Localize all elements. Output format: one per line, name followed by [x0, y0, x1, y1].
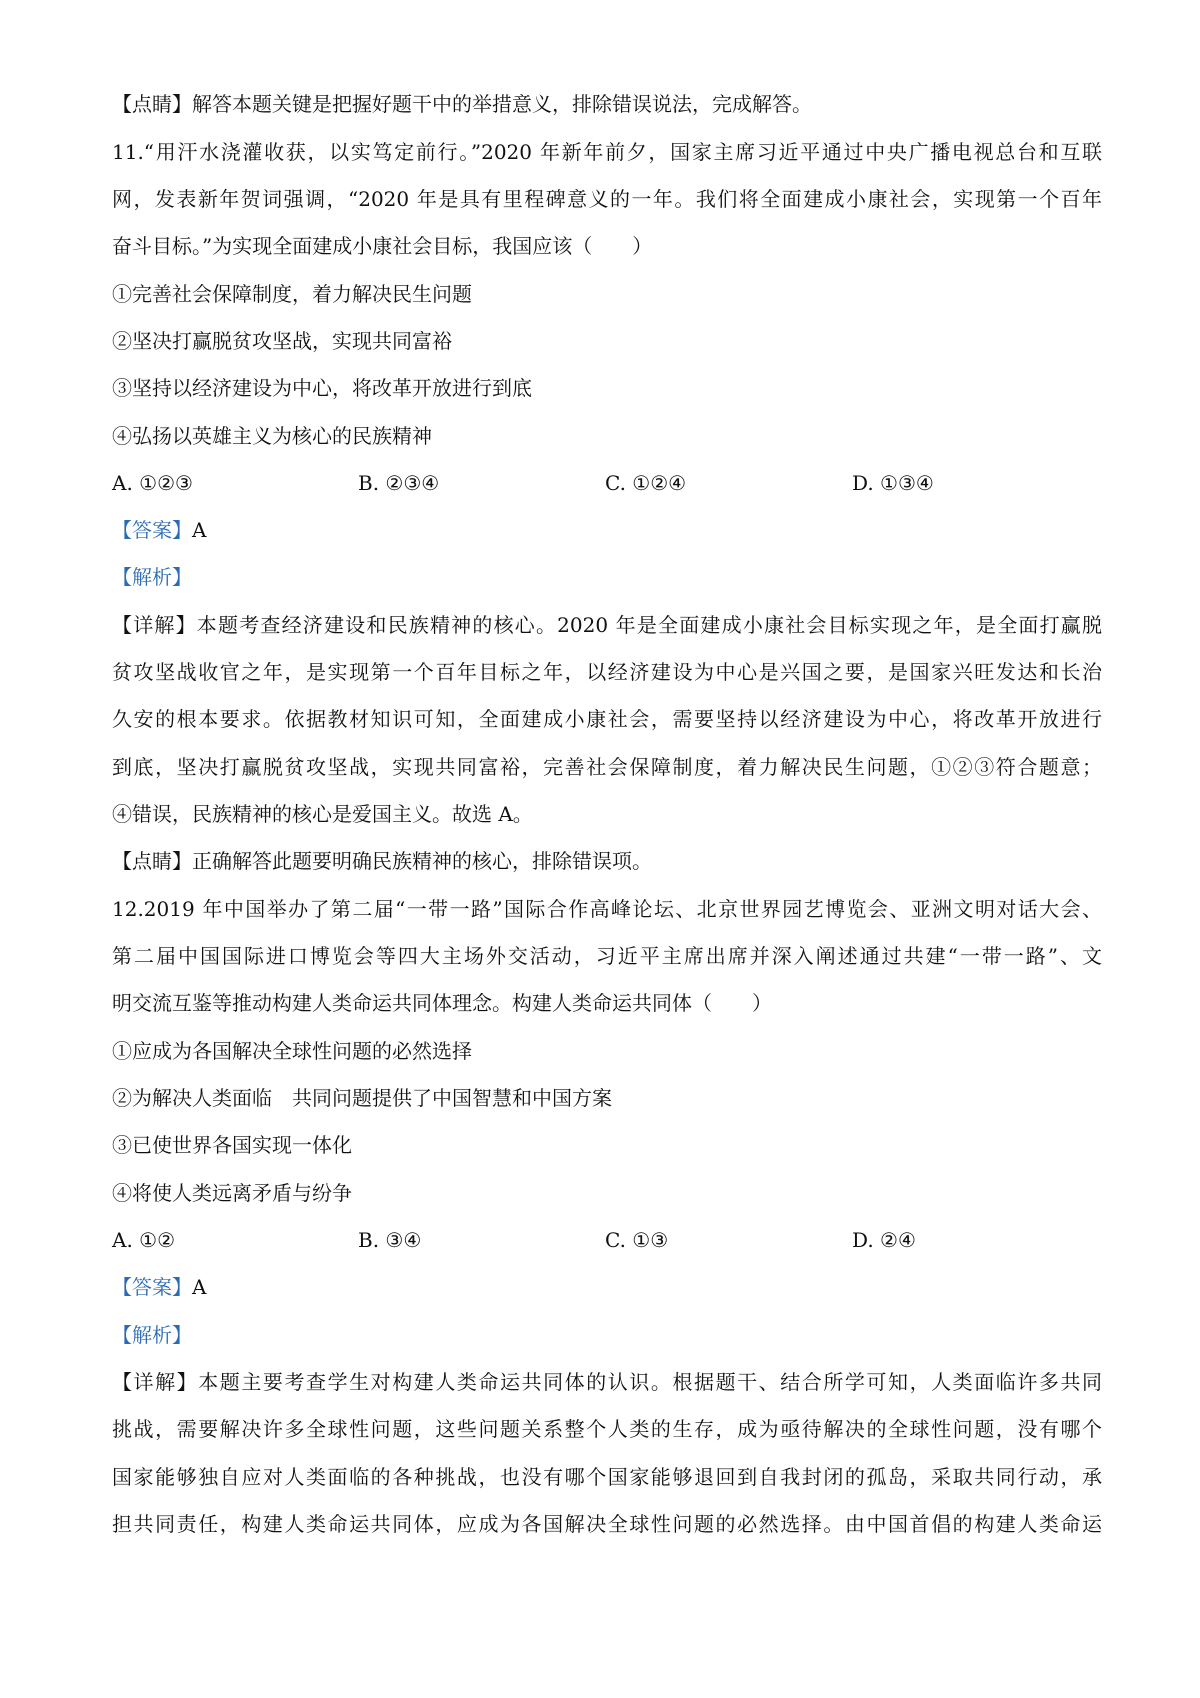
q11-option-a: A. ①②③	[112, 471, 193, 495]
q11-detail-line: 久安的根本要求。依据教材知识可知，全面建成小康社会，需要坚持以经济建设为中心，将改革开放进行	[112, 707, 1102, 731]
q11-stem-line: 奋斗目标。”为实现全面建成小康社会目标，我国应该（ ）	[112, 234, 653, 258]
q11-analysis	[112, 563, 1102, 591]
q11-option-d: D. ①③④	[852, 471, 934, 495]
q12-detail-line: 挑战，需要解决许多全球性问题，这些问题关系整个人类的生存，成为亟待解决的全球性问题，没有哪个	[112, 1417, 1102, 1441]
q12-item: ③已使世界各国实现一体化	[112, 1133, 352, 1157]
q12-item: ②为解决人类面临 共同问题提供了中国智慧和中国方案	[112, 1086, 612, 1110]
q12-option-c: C. ①③	[605, 1228, 669, 1252]
dianjing-text: 解答本题关键是把握好题干中的举措意义，排除错误说法，完成解答。	[192, 92, 812, 116]
analysis-tag: 【解析】	[112, 1323, 192, 1347]
q11-stem-line: 网，发表新年贺词强调，“2020 年是具有里程碑意义的一年。我们将全面建成小康社会，实现第一个百年	[112, 187, 1102, 211]
detail-text: 本题考查经济建设和民族精神的核心。2020 年是全面建成小康社会目标实现之年，是全面打赢脱	[196, 613, 1102, 637]
q12-detail-line: 国家能够独自应对人类面临的各种挑战，也没有哪个国家能够退回到自我封闭的孤岛，采取共同行动，承	[112, 1465, 1102, 1489]
dianjing-text: 正确解答此题要明确民族精神的核心，排除错误项。	[192, 849, 652, 873]
q12-detail-line	[112, 1368, 1102, 1396]
q12-option-d: D. ②④	[852, 1228, 916, 1252]
q11-item: ①完善社会保障制度，着力解决民生问题	[112, 282, 472, 306]
q12-item: ①应成为各国解决全球性问题的必然选择	[112, 1039, 472, 1063]
q12-options	[112, 1226, 1102, 1254]
dianjing-tag: 【点睛】	[112, 849, 192, 873]
q11-item: ②坚决打赢脱贫攻坚战，实现共同富裕	[112, 329, 452, 353]
q11-answer	[112, 516, 1102, 544]
q11-detail-line: 贫攻坚战收官之年，是实现第一个百年目标之年，以经济建设为中心是兴国之要，是国家兴旺发达和长治	[112, 660, 1102, 684]
answer-value: A	[192, 1275, 207, 1299]
q11-option-c: C. ①②④	[605, 471, 687, 495]
q12-stem-line: 第二届中国国际进口博览会等四大主场外交活动，习近平主席出席并深入阐述通过共建“一带一路”、文	[112, 944, 1102, 968]
detail-text: 本题主要考查学生对构建人类命运共同体的认识。根据题干、结合所学可知，人类面临许多共同	[198, 1370, 1103, 1394]
q12-stem-line: 12.2019 年中国举办了第二届“一带一路”国际合作高峰论坛、北京世界园艺博览会、亚洲文明对话大会、	[112, 897, 1102, 921]
q11-detail-line: ④错误，民族精神的核心是爱国主义。故选 A。	[112, 802, 533, 826]
q11-options	[112, 469, 1102, 497]
q12-option-b: B. ③④	[358, 1228, 422, 1252]
q11-item: ③坚持以经济建设为中心，将改革开放进行到底	[112, 376, 532, 400]
dianjing-tag: 【点睛】	[112, 92, 192, 116]
q11-stem-line: 11.“用汗水浇灌收获，以实笃定前行。”2020 年新年前夕，国家主席习近平通过中央广播电视总台和互联	[112, 140, 1102, 164]
answer-value: A	[192, 518, 207, 542]
answer-tag: 【答案】	[112, 518, 192, 542]
q11-detail-line: 到底，坚决打赢脱贫攻坚战，实现共同富裕，完善社会保障制度，着力解决民生问题，①②③符合题意；	[112, 755, 1102, 779]
q11-item: ④弘扬以英雄主义为核心的民族精神	[112, 424, 432, 448]
q11-detail-line	[112, 611, 1102, 639]
q12-answer	[112, 1273, 1102, 1301]
q12-detail-line: 担共同责任，构建人类命运共同体，应成为各国解决全球性问题的必然选择。由中国首倡的构建人类命运	[112, 1512, 1102, 1536]
q12-analysis	[112, 1321, 1102, 1349]
prev-dianjing	[112, 90, 1102, 118]
q12-stem-line: 明交流互鉴等推动构建人类命运共同体理念。构建人类命运共同体（ ）	[112, 991, 772, 1015]
detail-tag: 【详解】	[112, 1370, 199, 1394]
detail-tag: 【详解】	[112, 613, 197, 637]
q11-dianjing	[112, 847, 1102, 875]
q12-item: ④将使人类远离矛盾与纷争	[112, 1181, 352, 1205]
answer-tag: 【答案】	[112, 1275, 192, 1299]
q12-option-a: A. ①②	[112, 1228, 176, 1252]
analysis-tag: 【解析】	[112, 565, 192, 589]
q11-option-b: B. ②③④	[358, 471, 440, 495]
